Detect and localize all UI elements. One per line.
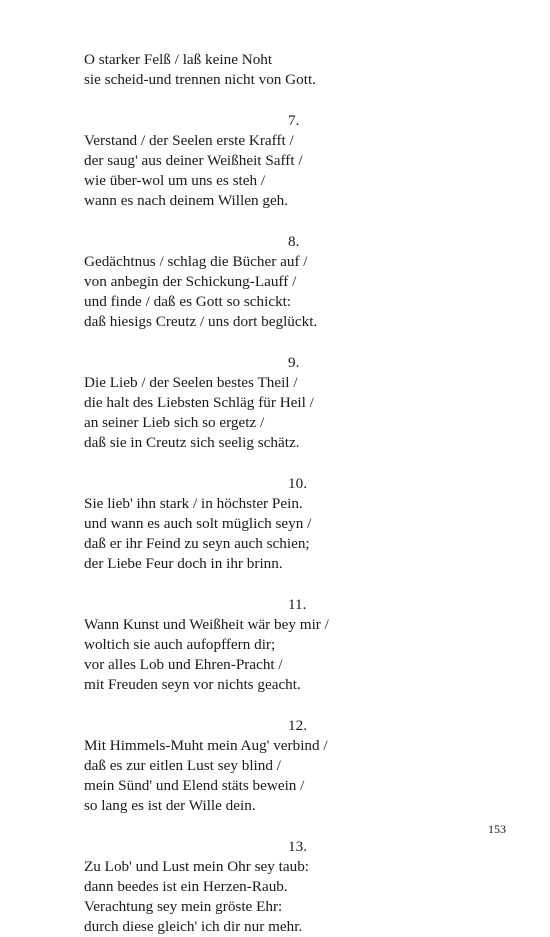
intro-line-2: sie scheid-und trennen nicht von Gott. — [84, 71, 316, 88]
verse-line: so lang es ist der Wille dein. — [84, 797, 256, 814]
verse-line: Gedächtnus / schlag die Bücher auf / — [84, 253, 308, 270]
stanza-13 — [84, 837, 464, 937]
stanza-lines — [84, 615, 464, 695]
verse-line: daß es zur eitlen Lust sey blind / — [84, 757, 281, 774]
stanza-number: 12. — [288, 717, 307, 734]
page-number: 153 — [488, 822, 506, 836]
verse-line: Zu Lob' und Lust mein Ohr sey taub: — [84, 858, 310, 875]
verse-line: mein Sünd' und Elend stäts bewein / — [84, 777, 305, 794]
verse-line: der saug' aus deiner Weißheit Safft / — [84, 152, 303, 169]
stanza-number: 10. — [288, 475, 307, 492]
stanza-7 — [84, 111, 464, 211]
verse-line: wie über-wol um uns es steh / — [84, 172, 266, 189]
verse-line: Sie lieb' ihn stark / in höchster Pein. — [84, 495, 303, 512]
verse-line: und finde / daß es Gott so schickt: — [84, 293, 292, 310]
stanza-number: 8. — [288, 233, 300, 250]
verse-line: dann beedes ist ein Herzen-Raub. — [84, 878, 288, 895]
verse-line: Die Lieb / der Seelen bestes Theil / — [84, 374, 298, 391]
stanza-number: 7. — [288, 112, 300, 129]
stanza-number: 9. — [288, 354, 300, 371]
stanza-lines — [84, 736, 464, 816]
verse-line: daß er ihr Feind zu seyn auch schien; — [84, 535, 310, 552]
stanza-lines — [84, 494, 464, 574]
stanza-11 — [84, 595, 464, 695]
stanza-9 — [84, 353, 464, 453]
verse-line: durch diese gleich' ich dir nur mehr. — [84, 918, 303, 935]
intro-lines — [84, 50, 464, 90]
poem-page — [84, 50, 464, 937]
stanza-lines — [84, 252, 464, 332]
verse-line: Verstand / der Seelen erste Krafft / — [84, 132, 294, 149]
verse-line: die halt des Liebsten Schläg für Heil / — [84, 394, 314, 411]
verse-line: mit Freuden seyn vor nichts geacht. — [84, 676, 301, 693]
verse-line: wann es nach deinem Willen geh. — [84, 192, 289, 209]
verse-line: Verachtung sey mein gröste Ehr: — [84, 898, 283, 915]
verse-line: an seiner Lieb sich so ergetz / — [84, 414, 265, 431]
verse-line: daß hiesigs Creutz / uns dort beglückt. — [84, 313, 318, 330]
stanza-number: 13. — [288, 838, 307, 855]
verse-line: und wann es auch solt müglich seyn / — [84, 515, 312, 532]
stanza-number: 11. — [288, 596, 307, 613]
stanza-lines — [84, 373, 464, 453]
verse-line: der Liebe Feur doch in ihr brinn. — [84, 555, 283, 572]
stanza-lines — [84, 131, 464, 211]
verse-line: Wann Kunst und Weißheit wär bey mir / — [84, 616, 329, 633]
verse-line: von anbegin der Schickung-Lauff / — [84, 273, 297, 290]
verse-line: Mit Himmels-Muht mein Aug' verbind / — [84, 737, 328, 754]
verse-line: vor alles Lob und Ehren-Pracht / — [84, 656, 283, 673]
intro-line-1: O starker Felß / laß keine Noht — [84, 51, 273, 68]
stanza-10 — [84, 474, 464, 574]
verse-line: woltich sie auch aufopffern dir; — [84, 636, 276, 653]
stanza-lines — [84, 857, 464, 937]
stanza-8 — [84, 232, 464, 332]
verse-line: daß sie in Creutz sich seelig schätz. — [84, 434, 300, 451]
stanza-12 — [84, 716, 464, 816]
